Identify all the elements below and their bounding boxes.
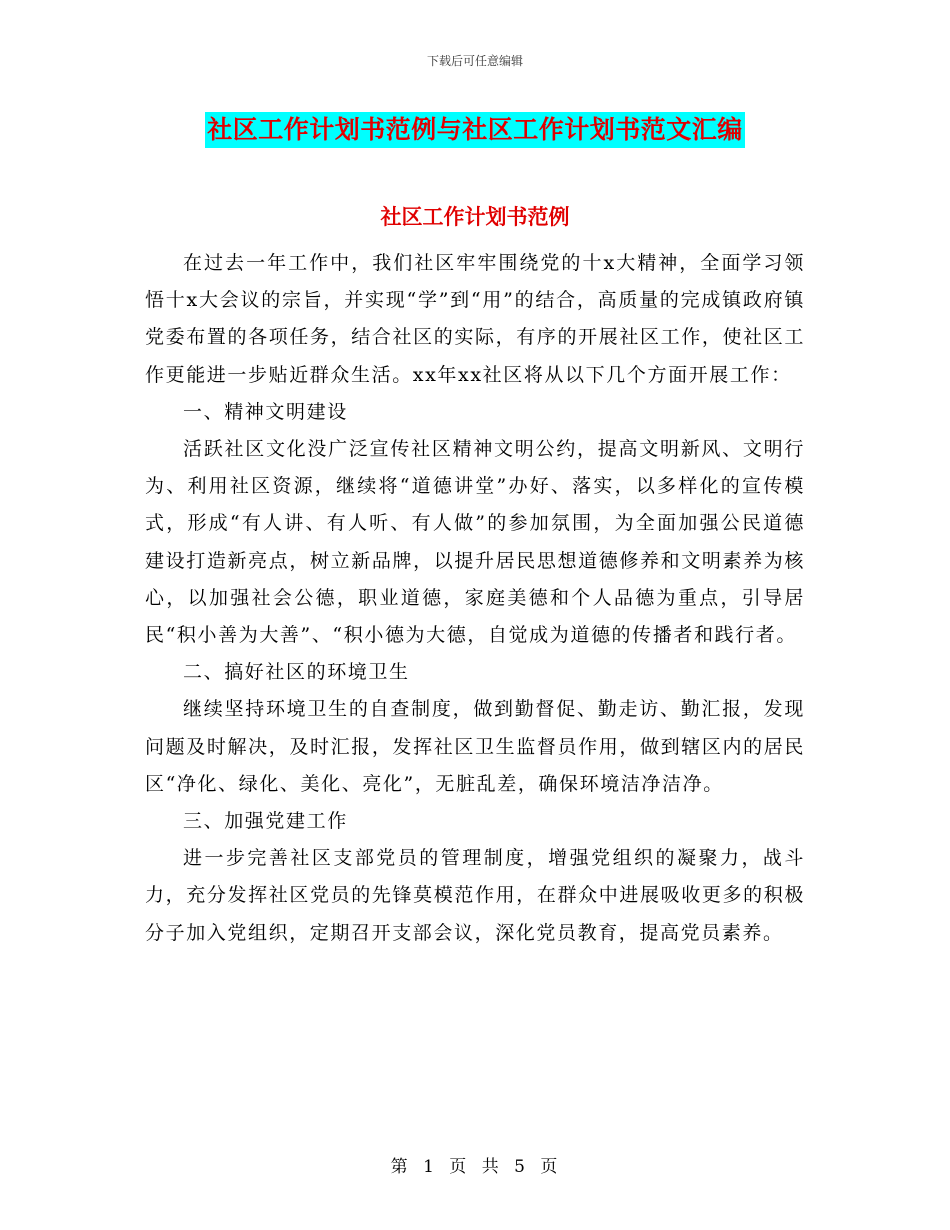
- document-body: [145, 245, 805, 952]
- paragraph-party-building: 进一步完善社区支部党员的管理制度，增强党组织的凝聚力，战斗力，充分发挥社区党员的先锋莫模范作用，在群众中进展吸收更多的积极分子加入党组织，定期召开支部会议，深化党员教育，提高党员素养。: [145, 847, 805, 944]
- paragraph-intro: 在过去一年工作中，我们社区牢牢围绕党的十x大精神，全面学习领悟十x大会议的宗旨，并实现“学”到“用”的结合，高质量的完成镇政府镇党委布置的各项任务，结合社区的实际，有序的开展社区工作，使社区工作更能进一步贴近群众生活。xx年xx社区将从以下几个方面开展工作：: [145, 252, 805, 386]
- section-title: 社区工作计划书范例: [380, 204, 570, 229]
- heading-spiritual-civilization: 一、精神文明建设: [183, 400, 348, 423]
- page-footer: 第 1 页 共 5 页: [390, 1157, 560, 1177]
- paragraph-environmental-hygiene: 继续坚持环境卫生的自查制度，做到勤督促、勤走访、勤汇报，发现问题及时解决，及时汇报，发挥社区卫生监督员作用，做到辖区内的居民区“净化、绿化、美化、亮化”，无脏乱差，确保环境洁净洁净。: [145, 698, 805, 795]
- paragraph-spiritual-civilization: 活跃社区文化没广泛宣传社区精神文明公约，提高文明新风、文明行为、利用社区资源，继续将“道德讲堂”办好、落实，以多样化的宣传模式，形成“有人讲、有人听、有人做”的参加氛围，为全面加强公民道德建设打造新亮点，树立新品牌，以提升居民思想道德修养和文明素养为核心，以加强社会公德，职业道德，家庭美德和个人品德为重点，引导居民“积小善为大善”、“积小德为大德，自觉成为道德的传播者和践行者。: [145, 438, 805, 647]
- header-note: 下载后可任意编辑: [426, 54, 523, 68]
- main-title: 社区工作计划书范例与社区工作计划书范文汇编: [205, 112, 745, 148]
- heading-environmental-hygiene: 二、搞好社区的环境卫生: [183, 661, 410, 684]
- heading-party-building: 三、加强党建工作: [183, 810, 348, 833]
- main-title-wrap: [0, 112, 950, 148]
